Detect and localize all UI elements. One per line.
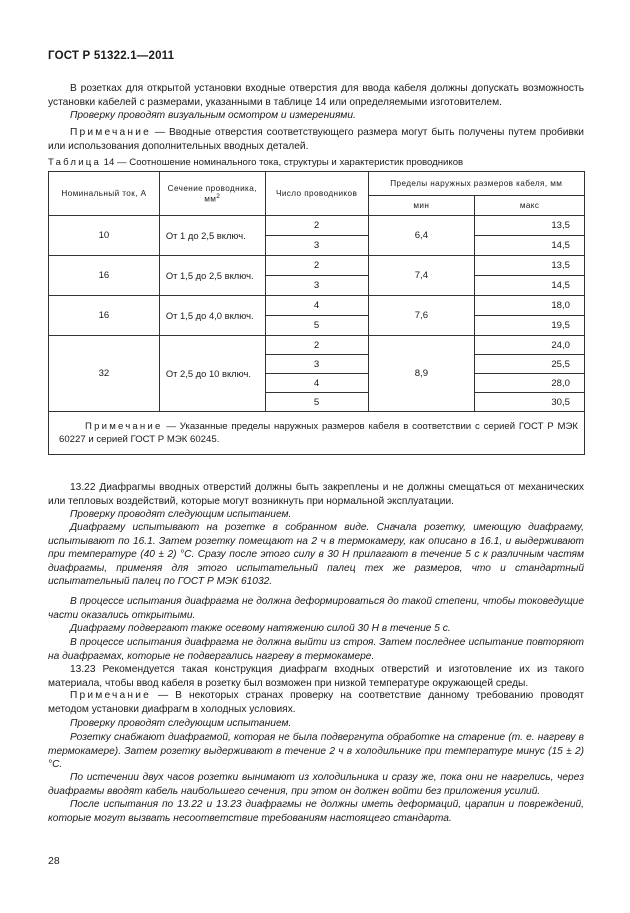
cell-current: 16 xyxy=(49,256,160,296)
cell-number: 4 xyxy=(265,296,368,316)
cell-max: 30,5 xyxy=(475,393,585,412)
cell-number: 3 xyxy=(265,355,368,374)
table-caption-label: Таблица xyxy=(48,157,102,168)
cell-min: 6,4 xyxy=(368,216,475,256)
paragraph-check-visual: Проверку проводят визуальным осмотром и измерениями. xyxy=(70,110,356,121)
paragraph-13-23: 13.23 Рекомендуется такая конструкция диафрагм входных отверстий и изготовление их из такого материала, чтобы ввод кабеля в розетку был возможен при низкой температуре окружающей среды. xyxy=(48,664,584,689)
header-section-sup: 2 xyxy=(216,192,221,200)
cell-number: 2 xyxy=(265,216,368,236)
cell-number: 5 xyxy=(265,316,368,336)
table-row xyxy=(49,256,585,276)
table-caption-text: 14 — Соотношение номинального тока, структуры и характеристик проводников xyxy=(101,157,464,168)
cell-min: 8,9 xyxy=(368,336,475,412)
cell-section: От 1,5 до 2,5 включ. xyxy=(159,256,265,296)
cell-min: 7,4 xyxy=(368,256,475,296)
paragraph-13-23-test: Розетку снабжают диафрагмой, которая не была подвергнута обработке на старение (т. е. нагреву в термокамере). Затем розетку выдерживают в течение 2 ч в холодильнике при температуре минус (15 ± 2) °С. xyxy=(48,732,584,770)
paragraph-13-22-repeat: В процессе испытания диафрагма не должна выйти из строя. Затем последнее испытание повторяют на диафрагмах, которые не подвергались нагреву в термокамере. xyxy=(48,637,584,662)
cell-min: 7,6 xyxy=(368,296,475,336)
cell-number: 3 xyxy=(265,236,368,256)
table-note xyxy=(49,412,585,455)
cell-current: 10 xyxy=(49,216,160,256)
note-label: Примечание xyxy=(70,127,151,138)
note-cold xyxy=(48,689,584,716)
table-row xyxy=(49,216,585,236)
cell-section: От 1,5 до 4,0 включ. xyxy=(159,296,265,336)
document-header: ГОСТ Р 51322.1—2011 xyxy=(48,50,175,62)
header-current: Номинальный ток, А xyxy=(49,172,160,216)
note-entries xyxy=(48,126,584,153)
cell-max: 28,0 xyxy=(475,374,585,393)
cell-max: 18,0 xyxy=(475,296,585,316)
conductor-table xyxy=(48,171,585,455)
cell-number: 5 xyxy=(265,393,368,412)
cell-max: 19,5 xyxy=(475,316,585,336)
header-limits: Пределы наружных размеров кабеля, мм xyxy=(368,172,584,196)
cell-number: 4 xyxy=(265,374,368,393)
header-section-label: Сечение проводника, мм xyxy=(167,183,257,204)
header-max: макс xyxy=(475,196,585,216)
header-number: Число проводников xyxy=(265,172,368,216)
table-note-text: — Указанные пределы наружных размеров кабеля в соответствии с серией ГОСТ Р МЭК 60227 и серией ГОСТ Р МЭК 60245. xyxy=(59,421,578,445)
table-caption xyxy=(48,157,463,168)
paragraph-13-23-check: Проверку проводят следующим испытанием. xyxy=(70,718,292,729)
cell-section: От 1 до 2,5 включ. xyxy=(159,216,265,256)
paragraph-13-22-deform: В процессе испытания диафрагма не должна деформироваться до такой степени, чтобы токоведущие части оказались открытыми. xyxy=(48,596,584,621)
cell-max: 14,5 xyxy=(475,276,585,296)
cell-max: 25,5 xyxy=(475,355,585,374)
cell-current: 16 xyxy=(49,296,160,336)
cell-number: 2 xyxy=(265,336,368,355)
cell-max: 13,5 xyxy=(475,256,585,276)
paragraph-13-22: 13.22 Диафрагмы вводных отверстий должны быть закреплены и не должны смещаться от механических или тепловых воздействий, которые могут возникнуть при нормальной эксплуатации. xyxy=(48,482,584,507)
paragraph-13-22-tension: Диафрагму подвергают также осевому натяжению силой 30 Н в течение 5 с. xyxy=(70,623,451,634)
paragraph-13-22-test: Диафрагму испытывают на розетке в собранном виде. Сначала розетку, имеющую диафрагму, испытывают по 16.1. Затем розетку помещают на 2 ч в термокамеру, как описано в 16.1, и выдерживают при температуре (40 ± 2) °С. Сразу после этого силу в 30 Н прилагают в течение 5 с к различным частям диафрагмы, применяя для этого испытательный палец тех же размеров, что и стандартный испытательный палец по ГОСТ Р МЭК 61032. xyxy=(48,522,584,587)
paragraph-13-23-cable: По истечении двух часов розетки вынимают из холодильника и сразу же, пока они не нагрелись, через диафрагмы вводят кабель наибольшего сечения, при этом он должен войти без приложения усилий. xyxy=(48,772,584,797)
header-section xyxy=(159,172,265,216)
note-label: Примечание xyxy=(70,690,151,701)
table-note-label: Примечание xyxy=(85,421,163,432)
table-row xyxy=(49,336,585,355)
table-row xyxy=(49,296,585,316)
note-text: — В некоторых странах проверку на соответствие данному требованию проводят методом установки диафрагм в холодных условиях. xyxy=(48,690,584,715)
paragraph-13-22-check: Проверку проводят следующим испытанием. xyxy=(70,509,292,520)
paragraph-13-23-result: После испытания по 13.22 и 13.23 диафрагмы не должны иметь деформаций, царапин и повреждений, которые могут вызвать несоответствие требованиям настоящего стандарта. xyxy=(48,799,584,824)
cell-current: 32 xyxy=(49,336,160,412)
header-min: мин xyxy=(368,196,475,216)
cell-max: 13,5 xyxy=(475,216,585,236)
page-number: 28 xyxy=(48,855,60,867)
cell-number: 3 xyxy=(265,276,368,296)
cell-max: 24,0 xyxy=(475,336,585,355)
paragraph-cable-entries: В розетках для открытой установки входные отверстия для ввода кабеля должны допускать возможность установки кабелей с размерами, указанными в таблице 14 или определяемыми изготовителем. xyxy=(48,83,584,108)
cell-number: 2 xyxy=(265,256,368,276)
cell-max: 14,5 xyxy=(475,236,585,256)
cell-section: От 2,5 до 10 включ. xyxy=(159,336,265,412)
table-note-row xyxy=(49,412,585,455)
note-text: — Вводные отверстия соответствующего размера могут быть получены путем пробивки или использования дополнительных вводных деталей. xyxy=(48,127,584,152)
